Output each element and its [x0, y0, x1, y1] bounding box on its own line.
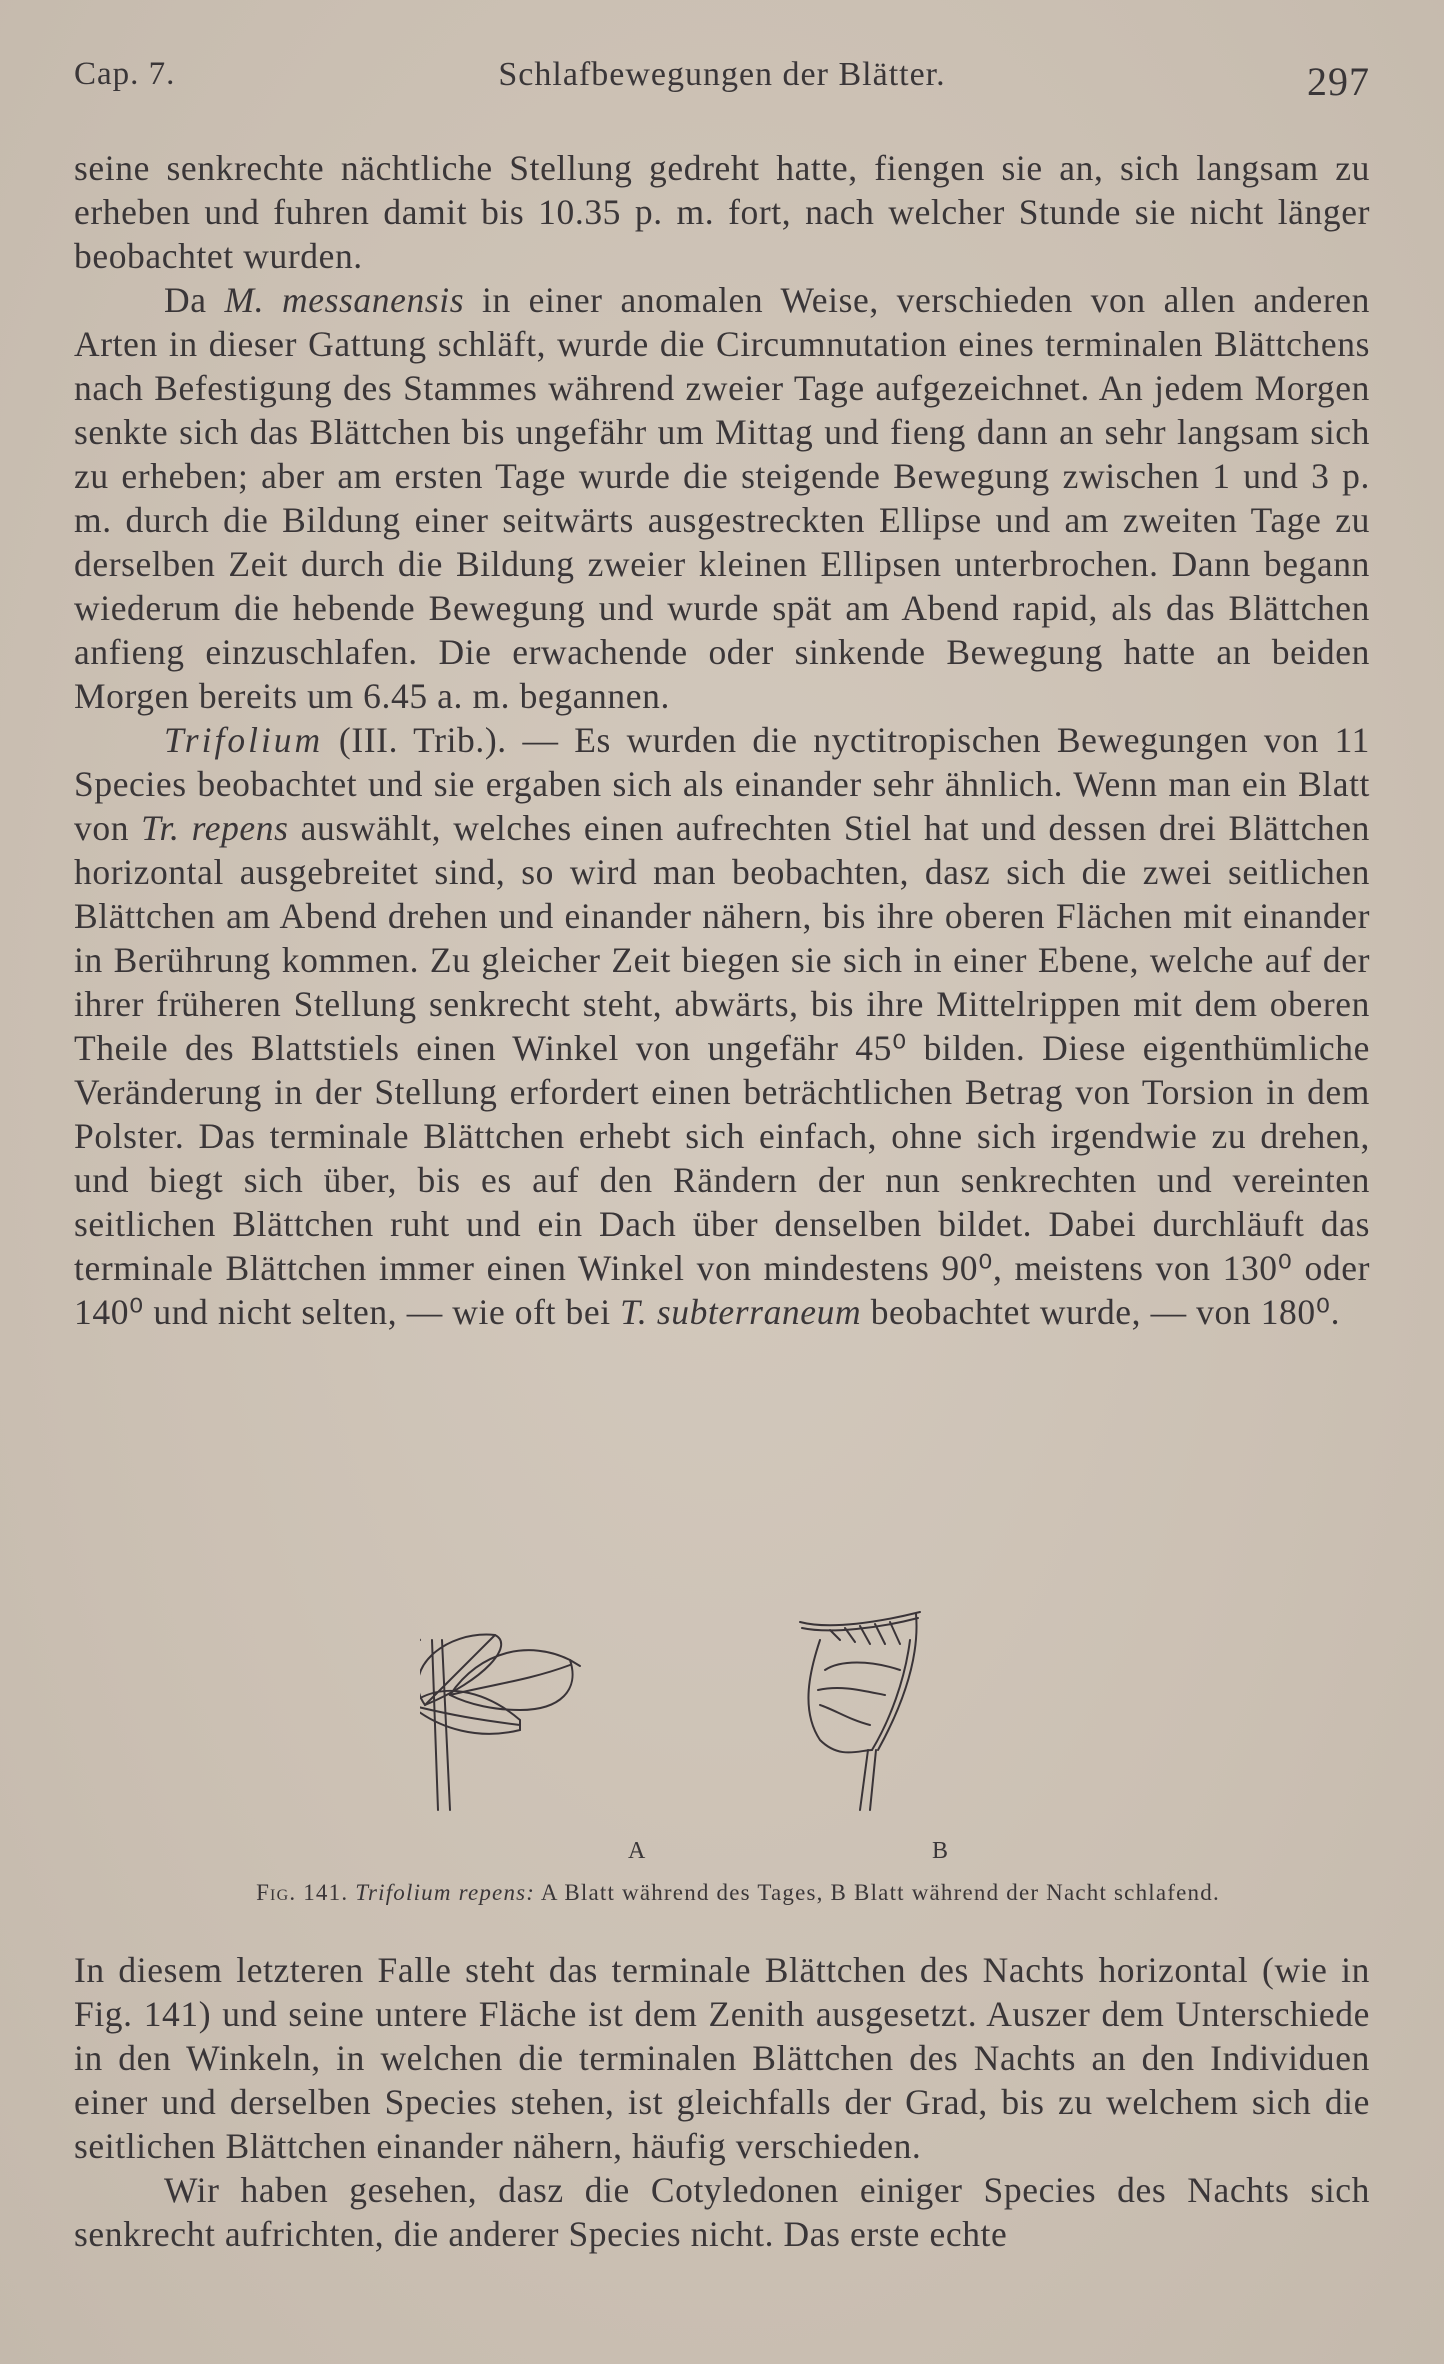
- paragraph-4: In diesem letzteren Falle steht das terminale Blättchen des Nachts horizontal (wie in Fig. 141) und seine untere Fläche ist dem Zenith ausgesetzt. Auszer dem Unterschiede in den Winkeln, in welchen die terminalen Blättchen des Nachts an den Individuen einer und derselben Species stehen, ist gleichfalls der Grad, bis zu welchem sich die seitlichen Blättchen einander nähern, häufig verschieden.: [74, 1950, 1370, 2166]
- paragraph-2: [74, 278, 1370, 718]
- paragraph-1: seine senkrechte nächtliche Stellung gedreht hatte, fiengen sie an, sich langsam zu erheben und fuhren damit bis 10.35 p. m. fort, nach welcher Stunde sie nicht länger beobachtet wurden.: [74, 148, 1370, 276]
- page-number: 297: [1307, 59, 1370, 104]
- figure-label-b: B: [932, 1838, 951, 1864]
- species-name: Tr. repens: [141, 808, 289, 848]
- species-name: M. messanensis: [224, 280, 465, 320]
- paragraph-3-text-c: beobachtet wurde, — von 180⁰.: [861, 1292, 1341, 1332]
- body-text-bottom: [74, 1948, 1370, 2256]
- paragraph-2-text: in einer anomalen Weise, verschieden von allen anderen Arten in dieser Gattung schläft, wurde die Circumnutation eines terminalen Blättchens nach Befestigung des Stammes während zweier Tage aufgezeichnet. An jedem Morgen senkte sich das Blättchen bis ungefähr um Mittag und fieng dann an sehr langsam sich zu erheben; aber am ersten Tage wurde die steigende Bewegung zwischen 1 und 3 p. m. durch die Bildung einer seitwärts ausgestreckten Ellipse und am zweiten Tage zu derselben Zeit durch die Bildung zweier kleinen Ellipsen unterbrochen. Dann begann wiederum die hebende Bewegung und wurde spät am Abend rapid, als das Blättchen anfieng einzuschlafen. Die erwachende oder sinkende Bewegung hatte an beiden Morgen bereits um 6.45 a. m. begannen.: [74, 280, 1370, 716]
- caption-text: A Blatt während des Tages, B Blatt während der Nacht schlafend.: [535, 1880, 1220, 1905]
- leaf-b-drawing: [800, 1612, 920, 1810]
- paragraph-3-text-a: (III. Trib.). — Es wurden die nyctitropischen Bewegungen von 11 Species beobachtet und sie ergaben sich als einander sehr ähnlich. Wenn man ein Blatt von: [74, 720, 1370, 848]
- caption-species: Trifolium repens:: [355, 1880, 536, 1905]
- species-name: T. subterraneum: [620, 1292, 862, 1332]
- body-text-top: [74, 146, 1370, 1334]
- running-title: Schlafbewegungen der Blätter.: [498, 56, 946, 93]
- paragraph-3-text-b: auswählt, welches einen aufrechten Stiel hat und dessen drei Blättchen horizontal ausgebreitet sind, so wird man beobachten, dasz sich die zwei seitlichen Blättchen am Abend drehen und einander nähern, bis ihre oberen Flächen mit einander in Berührung kommen. Zu gleicher Zeit biegen sie sich in einer Ebene, welche auf der ihrer früheren Stellung senkrecht steht, abwärts, bis ihre Mittelrippen mit dem oberen Theile des Blattstiels einen Winkel von ungefähr 45⁰ bilden. Diese eigenthümliche Veränderung in der Stellung erfordert einen beträchtlichen Betrag von Torsion in dem Polster. Das terminale Blättchen erhebt sich einfach, ohne sich irgendwie zu drehen, und biegt sich über, bis es auf den Rändern der nun senkrechten und vereinten seitlichen Blättchen ruht und ein Dach über denselben bildet. Dabei durchläuft das terminale Blättchen immer einen Winkel von mindestens 90⁰, meistens von 130⁰ oder 140⁰ und nicht selten, — wie oft bei: [74, 808, 1370, 1332]
- leaf-drawing: [420, 1600, 1040, 1850]
- paragraph-3: [74, 718, 1370, 1334]
- running-header: [74, 50, 1370, 110]
- paragraph-5: Wir haben gesehen, dasz die Cotyledonen einiger Species des Nachts sich senkrecht aufrichten, die anderer Species nicht. Das erste echte: [74, 2170, 1370, 2254]
- paragraph-2-lead: Da: [164, 280, 225, 320]
- leaf-a-drawing: [420, 1632, 580, 1810]
- genus-heading: Trifolium: [164, 720, 324, 760]
- figure-141-illustration: [420, 1600, 1040, 1850]
- figure-number: Fig. 141.: [256, 1880, 349, 1905]
- chapter-label: Cap. 7.: [74, 56, 176, 92]
- figure-caption: [108, 1880, 1368, 1906]
- figure-label-a: A: [628, 1838, 648, 1864]
